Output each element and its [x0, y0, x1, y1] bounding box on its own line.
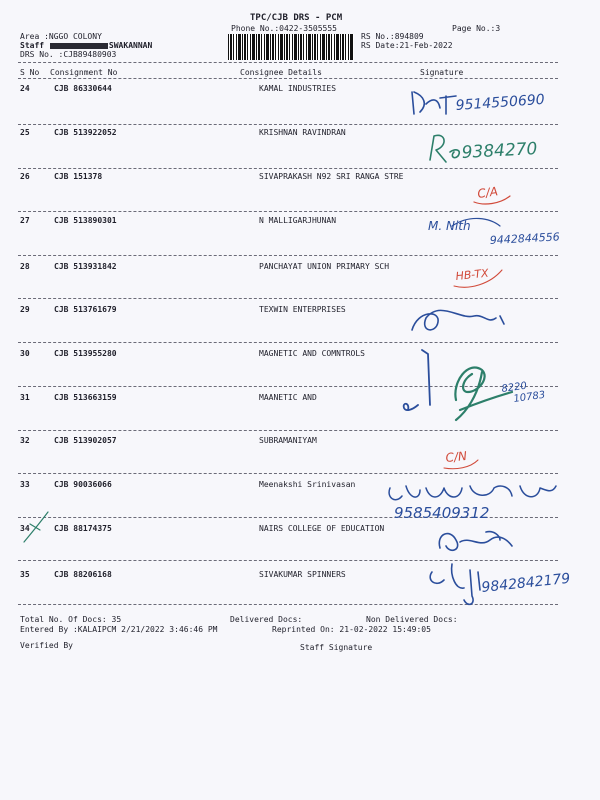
row-consignee: MAGNETIC AND COMNTROLS: [259, 349, 365, 358]
row-sno: 26: [20, 172, 30, 181]
handwritten-number: 8220: [500, 380, 528, 395]
row-consignment: CJB 513955280: [54, 349, 117, 358]
row-consignee: SIVAKUMAR SPINNERS: [259, 570, 346, 579]
non-delivered-docs: Non Delivered Docs:: [366, 615, 458, 624]
row-consignment: CJB 90036066: [54, 480, 112, 489]
row-consignee: KAMAL INDUSTRIES: [259, 84, 337, 93]
handwritten-phone: 9384270: [461, 139, 538, 163]
staff-label: Staff: [20, 41, 45, 50]
row-consignee: N MALLIGARJHUNAN: [259, 216, 337, 225]
row-sno: 30: [20, 349, 30, 358]
row-consignee: MAANETIC AND: [259, 393, 317, 402]
row-consignment: CJB 513902057: [54, 436, 117, 445]
signature-stroke: [439, 532, 512, 551]
row-consignee: NAIRS COLLEGE OF EDUCATION: [259, 524, 385, 533]
column-header-consignee: Consignee Details: [240, 68, 322, 77]
row-sno: 25: [20, 128, 30, 137]
row-consignee: Meenakshi Srinivasan: [259, 480, 356, 489]
staff-name: SWAKANNAN: [108, 41, 153, 50]
signature-stroke: [389, 486, 556, 500]
row-consignee: SIVAPRAKASH N92 SRI RANGA STRE: [259, 172, 404, 181]
column-header-signature: Signature: [420, 68, 464, 77]
verified-by: Verified By: [20, 641, 73, 650]
entered-by: Entered By :KALAIPCM 2/21/2022 3:46:46 PM: [20, 625, 218, 634]
row-sno: 28: [20, 262, 30, 271]
handwritten-phone: 9514550690: [455, 91, 546, 114]
staff-signature-label: Staff Signature: [300, 643, 373, 652]
row-consignment: CJB 88206168: [54, 570, 112, 579]
column-header-sno: S No: [20, 68, 40, 77]
total-docs: Total No. Of Docs: 35: [20, 615, 122, 624]
row-consignee: PANCHAYAT UNION PRIMARY SCH: [259, 262, 390, 271]
page-number: Page No.:3: [452, 24, 501, 33]
row-sno: 27: [20, 216, 30, 225]
row-sno: 24: [20, 84, 30, 93]
row-sno: 34: [20, 524, 30, 533]
row-consignee: KRISHNAN RAVINDRAN: [259, 128, 346, 137]
handwritten-note: C/A: [476, 184, 499, 201]
row-consignee: SUBRAMANIYAM: [259, 436, 317, 445]
row-consignee: TEXWIN ENTERPRISES: [259, 305, 346, 314]
row-consignment: CJB 513922052: [54, 128, 117, 137]
handwritten-note: C/N: [444, 448, 468, 465]
handwritten-phone: 9842842179: [480, 570, 572, 596]
row-consignment: CJB 513663159: [54, 393, 117, 402]
row-sno: 31: [20, 393, 30, 402]
handwritten-phone: 9585409312: [394, 504, 490, 522]
row-consignment: CJB 151378: [54, 172, 103, 181]
signature-stroke: [430, 564, 480, 604]
signature-stroke: [430, 135, 459, 162]
reprinted-on: Reprinted On: 21-02-2022 15:49:05: [272, 625, 431, 634]
handwritten-number: 10783: [512, 389, 546, 405]
row-sno: 35: [20, 570, 30, 579]
row-consignment: CJB 513890301: [54, 216, 117, 225]
signature-stroke: [412, 92, 456, 114]
rs-number: RS No.:894809: [361, 32, 424, 41]
row-sno: 32: [20, 436, 30, 445]
area-label: Area :NGGO COLONY: [20, 32, 102, 41]
row-consignment: CJB 88174375: [54, 524, 112, 533]
drs-number: DRS No. :CJB89480903: [20, 50, 117, 59]
delivered-docs: Delivered Docs:: [230, 615, 303, 624]
column-header-consignment: Consignment No: [50, 68, 118, 77]
row-consignment: CJB 86330644: [54, 84, 112, 93]
tick-mark: [24, 512, 48, 542]
signature-stroke: [404, 350, 430, 410]
handwritten-note: HB-TX: [454, 266, 490, 283]
row-consignment: CJB 513761679: [54, 305, 117, 314]
phone-number: Phone No.:0422-3505555: [231, 24, 337, 33]
rs-date: RS Date:21-Feb-2022: [361, 41, 453, 50]
row-sno: 29: [20, 305, 30, 314]
sheet-title: TPC/CJB DRS - PCM: [250, 13, 343, 23]
handwritten-phone: 9442844556: [489, 230, 561, 247]
row-consignment: CJB 513931842: [54, 262, 117, 271]
row-sno: 33: [20, 480, 30, 489]
handwritten-name: M. Nith: [428, 219, 471, 233]
signature-stroke: [412, 310, 504, 330]
